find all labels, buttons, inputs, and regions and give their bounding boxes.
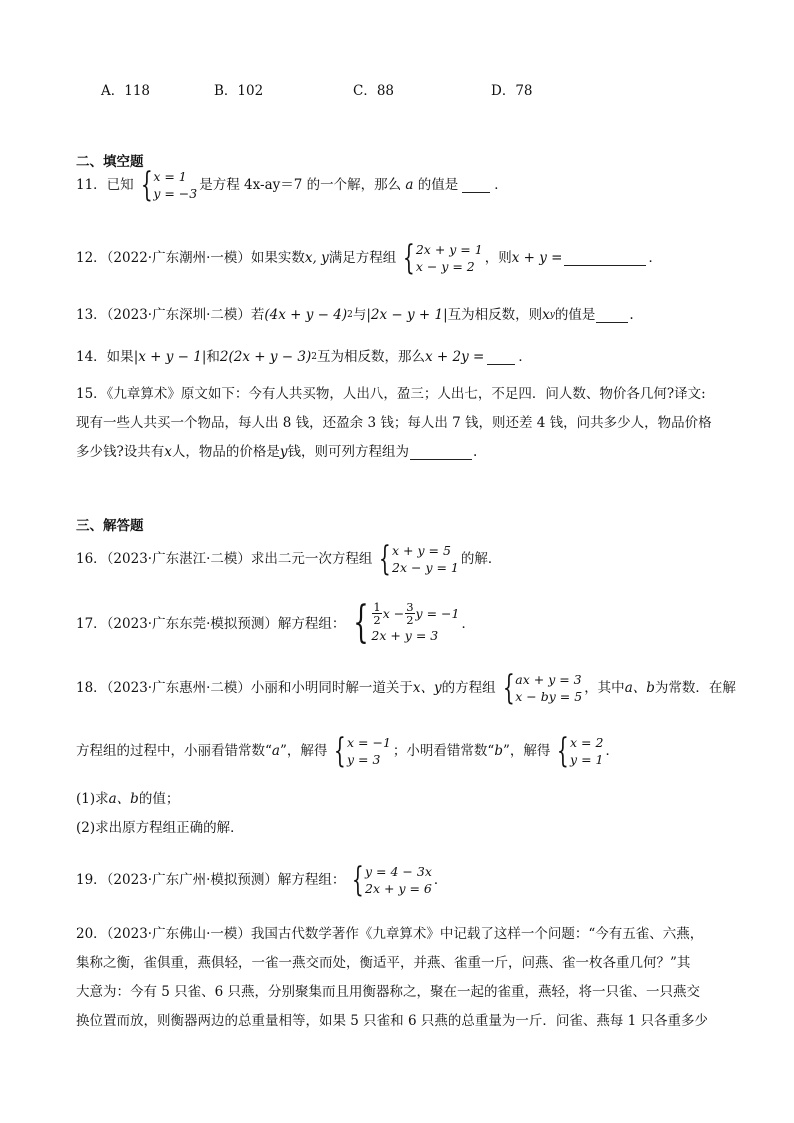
solution-system: { x = 2 y = 1 (557, 731, 604, 771)
equation-system: { y = 4 − 3x 2x + y = 6 (352, 860, 432, 900)
solution-system: { x = −1 y = 3 (334, 731, 391, 771)
equation-system: { x + y = 5 2x − y = 1 (379, 539, 459, 579)
equation-system: { ax + y = 3 x − by = 5 (502, 668, 583, 708)
question-12: 12．（2022·广东潮州·一模）如果实数 x, y 满足方程组 { 2x + y = 1 x − y = 2 ，则 x + y = ． (76, 238, 662, 278)
question-19: 19．（2023·广东广州·模拟预测）解方程组： { y = 4 − 3x 2x + y = 6 ． (76, 860, 448, 900)
choice-c: C．88 (353, 83, 395, 99)
answer-blank[interactable] (487, 350, 515, 365)
question-16: 16．（2023·广东湛江·二模）求出二元一次方程组 { x + y = 5 2x − y = 1 的解． (76, 539, 502, 579)
question-20-line-1: 20．（2023·广东佛山·一模）我国古代数学著作《九章算术》中记载了这样一个问题：“今有五雀、六燕， (76, 926, 704, 942)
question-11: 11．已知 { x = 1 y = −3 是方程 4x-ay＝7 的一个解，那么 a 的值是 ． (76, 165, 508, 205)
answer-blank[interactable] (564, 251, 646, 266)
question-20-line-3: 大意为：今有 5 只雀、6 只燕，分别聚集而且用衡器称之，聚在一起的雀重，燕轻，将一只雀、一只燕交 (76, 984, 701, 1000)
question-17: 17．（2023·广东东莞·模拟预测）解方程组： { $\frac{1}{2}$ x − $\frac{3}{2}$ y = −1 2x + y = 3 ． (76, 597, 475, 648)
equation-system: { 2x + y = 1 x − y = 2 (403, 238, 483, 278)
question-14: 14．如果 |x + y − 1| 和 2(2x + y − 3) 2 互为相反数，那么 x + 2y = ． (76, 349, 532, 365)
question-15-line-2: 现有一些人共买一个物品，每人出 8 钱，还盈余 3 钱；每人出 7 钱，则还差 4 钱，问共多少人，物品价格 (76, 415, 712, 431)
question-13: 13．（2023·广东深圳·二模）若 (4x + y − 4) 2 与 |2x − y + 1| 互为相反数，则 x y 的值是 . (76, 307, 634, 323)
question-15-line-1: 15．《九章算术》原文如下：今有人共买物，人出八，盈三；人出七，不足四．问人数、物价各几何?译文: (76, 386, 706, 402)
question-18-sub-2: (2)求出原方程组正确的解． (76, 820, 244, 836)
question-20-line-2: 集称之衡，雀俱重，燕俱轻，一雀一燕交而处，衡适平，并燕、雀重一斤，问燕、雀一枚各重几何？”其 (76, 955, 691, 971)
equation-system: { $\frac{1}{2}$ x − $\frac{3}{2}$ y = −1 2x + y = 3 (353, 597, 460, 648)
question-18-sub-1: (1)求 a、b 的值； (76, 791, 180, 807)
choice-d: D．78 (491, 83, 533, 99)
answer-blank[interactable] (462, 178, 490, 193)
section-fill-in-title: 二、填空题 (76, 154, 144, 170)
choice-b: B．102 (214, 83, 264, 99)
equation-system: { x = 1 y = −3 (140, 165, 198, 205)
question-15-line-3: 多少钱?设共有 x 人，物品的价格是 y 钱，则可列方程组为 . (76, 444, 478, 460)
question-18-line-1: 18．（2023·广东惠州·二模）小丽和小明同时解一道关于 x、y 的方程组 { ax + y = 3 x − by = 5 ，其中 a、b 为常数．在解 (76, 668, 736, 708)
choice-a: A．118 (101, 83, 151, 99)
section-solve-title: 三、解答题 (76, 518, 144, 534)
question-20-line-4: 换位置而放，则衡器两边的总重量相等，如果 5 只雀和 6 只燕的总重量为一斤．问雀、燕每 1 只各重多少 (76, 1013, 709, 1029)
question-18-line-2: 方程组的过程中，小丽看错常数“ a ”，解得 { x = −1 y = 3 ；小明看错常数“ b ”，解得 { x = 2 y = 1 ． (76, 731, 619, 771)
answer-blank[interactable] (596, 308, 628, 323)
answer-blank[interactable] (410, 445, 472, 460)
